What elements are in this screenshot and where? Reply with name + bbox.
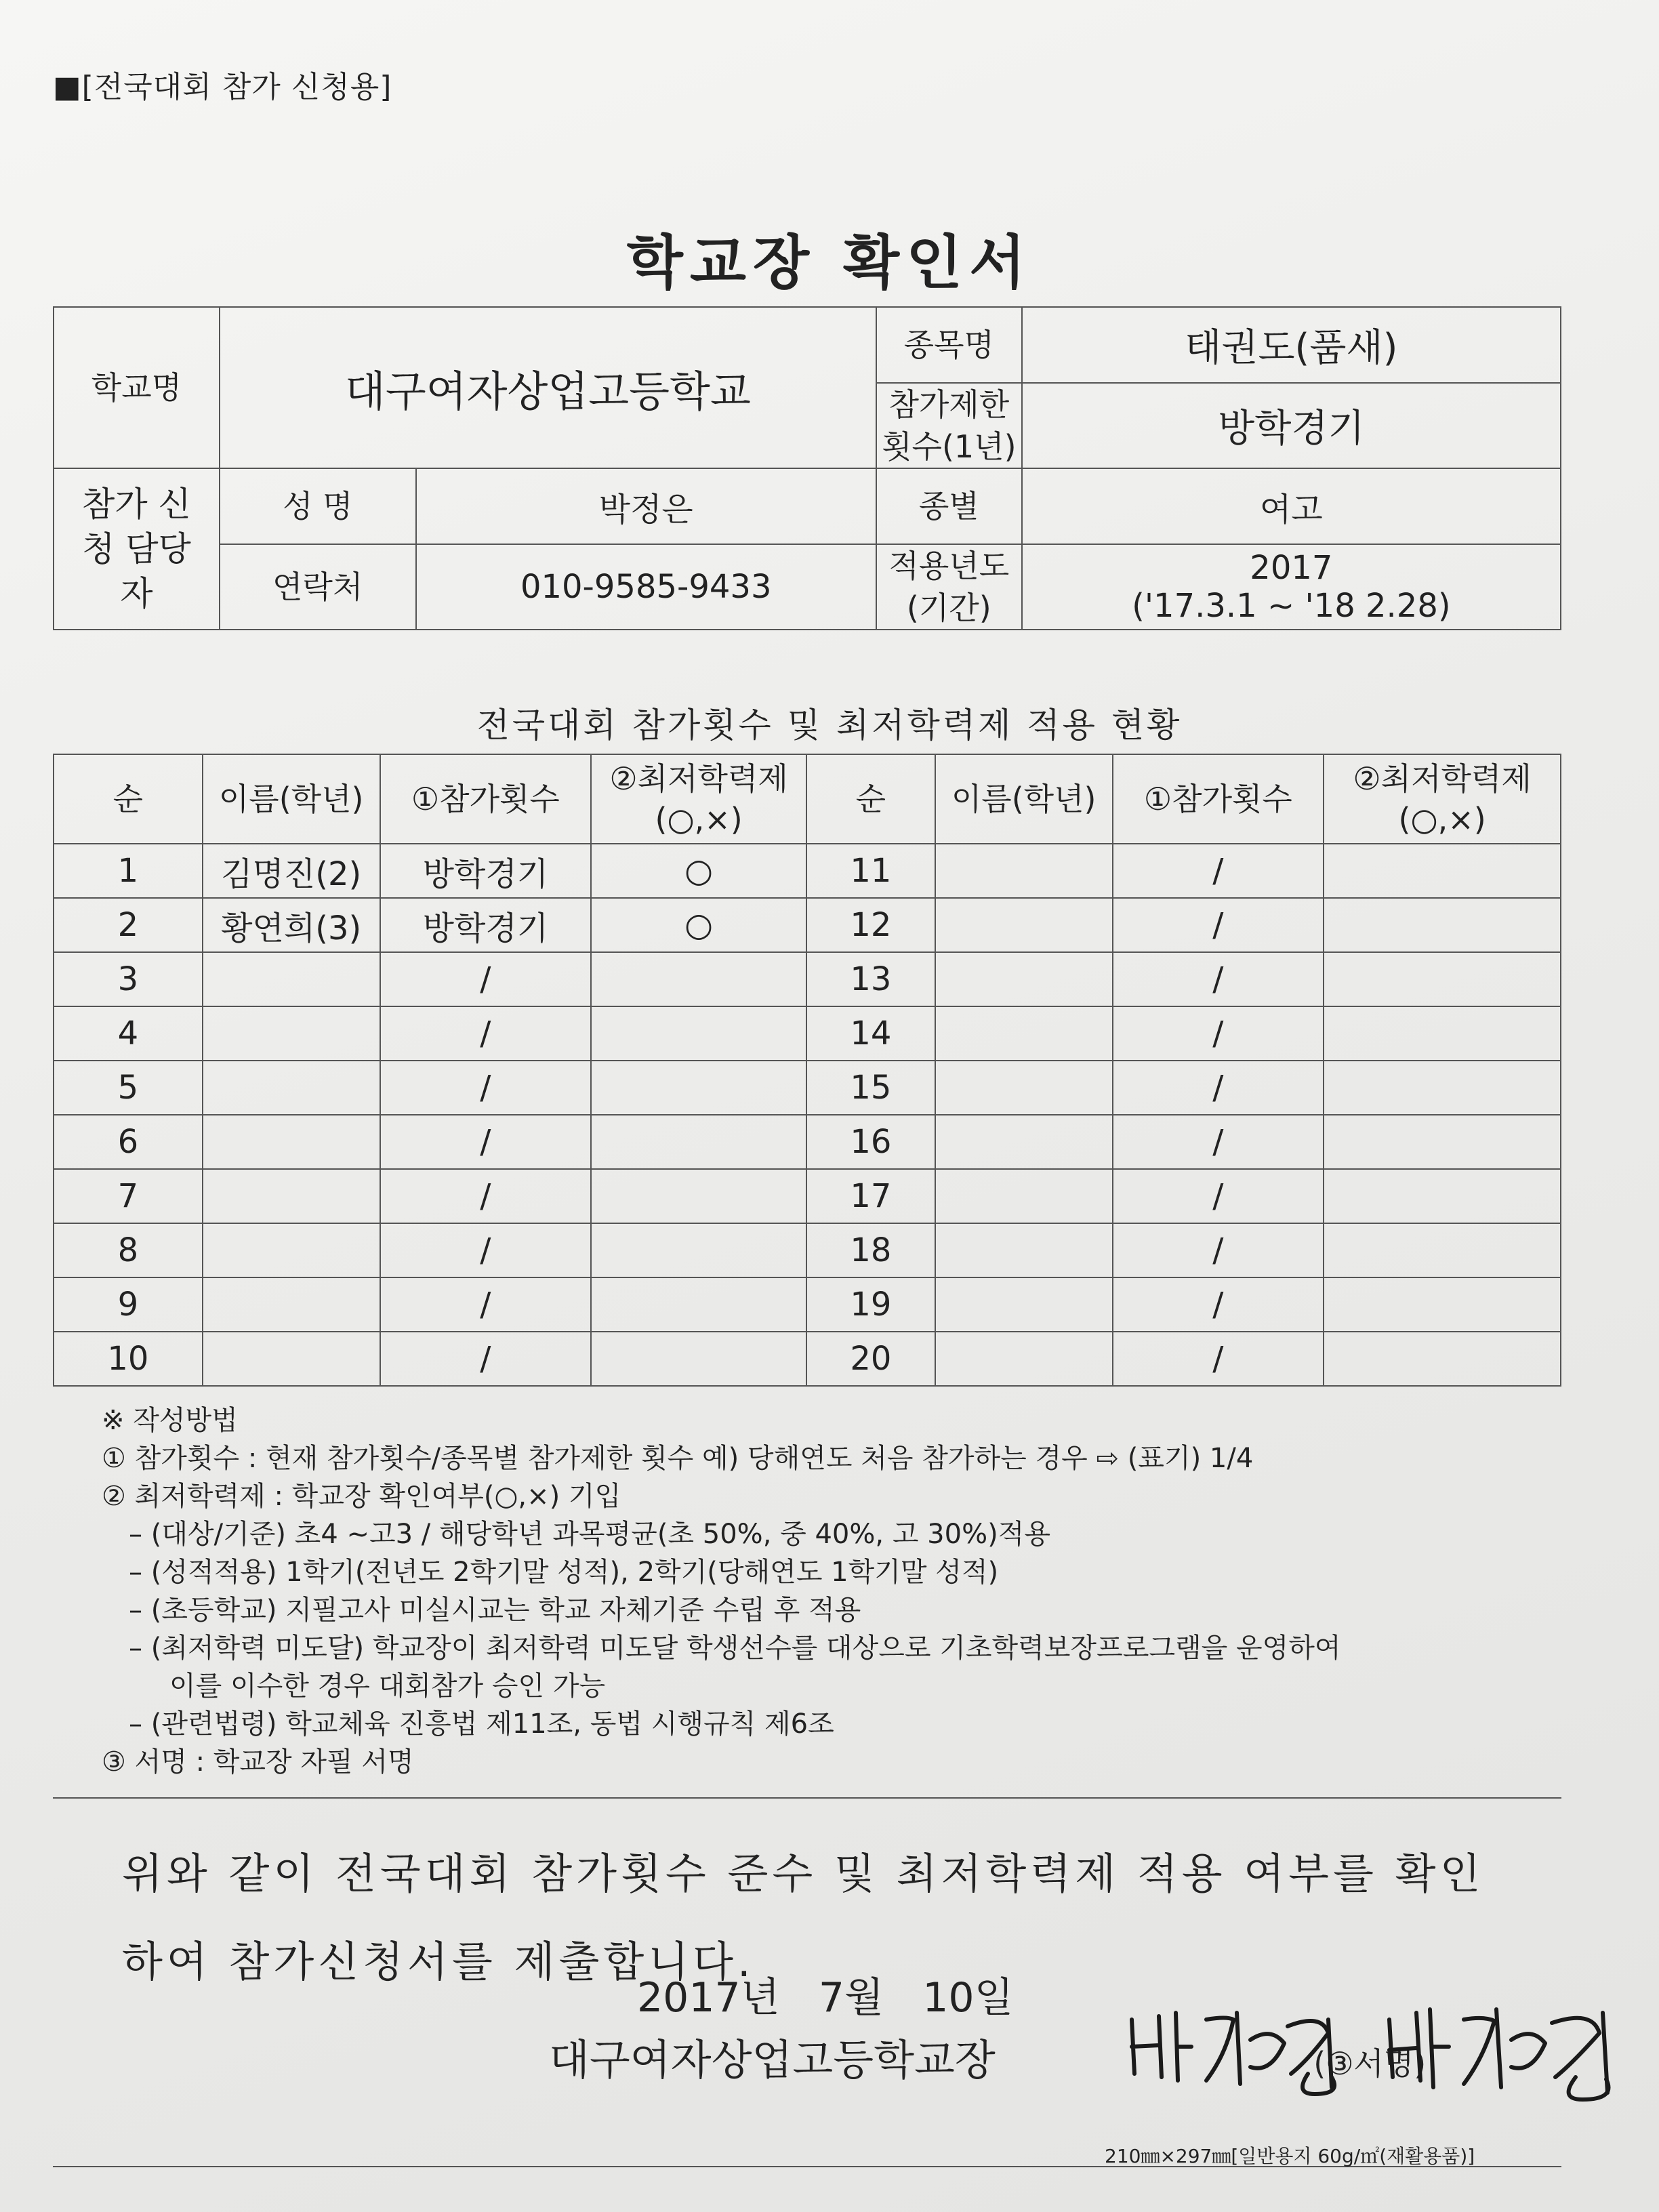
participation-count: 방학경기 <box>380 844 592 898</box>
row-no: 15 <box>806 1061 935 1115</box>
table-row <box>54 1277 1561 1332</box>
min-academic <box>591 1169 806 1223</box>
participation-count: / <box>1113 952 1324 1006</box>
row-no: 13 <box>806 952 935 1006</box>
student-name <box>203 1169 380 1223</box>
participation-count: / <box>1113 1169 1324 1223</box>
min-academic <box>1324 1223 1561 1277</box>
participation-count: / <box>1113 1277 1324 1332</box>
participation-count: / <box>380 1061 592 1115</box>
year-value: 2017 <box>1250 549 1333 587</box>
note-sub-4b: 이를 이수한 경우 대회참가 승인 가능 <box>169 1671 606 1702</box>
event-label: 종목명 <box>876 307 1022 383</box>
name-label: 성 명 <box>220 468 416 544</box>
participation-count: / <box>380 1006 592 1061</box>
category-label: 종별 <box>876 468 1022 544</box>
row-no: 9 <box>54 1277 203 1332</box>
row-no: 12 <box>806 898 935 952</box>
confirmation-statement: 위와 같이 전국대회 참가횟수 준수 및 최저학력제 적용 여부를 확인하여 참가신청서를 제출합니다. <box>122 1849 1485 1986</box>
form-tag: ■[전국대회 참가 신청용] <box>53 70 392 104</box>
limit-value: 방학경기 <box>1022 383 1561 468</box>
table-row <box>54 952 1561 1006</box>
student-name: 김명진(2) <box>203 844 380 898</box>
table-row <box>54 1006 1561 1061</box>
limit-label: 참가제한 횟수(1년) <box>876 383 1022 468</box>
participation-count: 방학경기 <box>380 898 592 952</box>
school-value: 대구여자상업고등학교 <box>220 307 876 468</box>
row-no: 17 <box>806 1169 935 1223</box>
min-academic <box>591 1277 806 1332</box>
min-academic <box>1324 1006 1561 1061</box>
min-academic <box>1324 898 1561 952</box>
min-academic: ○ <box>591 844 806 898</box>
status-table-body <box>54 754 1561 1386</box>
student-name <box>935 952 1113 1006</box>
col-header-name: 이름(학년) <box>203 754 380 844</box>
participation-count: / <box>1113 1006 1324 1061</box>
participation-count: / <box>380 952 592 1006</box>
student-name <box>935 1115 1113 1169</box>
page-title: 학교장 확인서 <box>626 229 1033 297</box>
row-no: 1 <box>54 844 203 898</box>
participation-count: / <box>380 1277 592 1332</box>
table-row <box>54 1223 1561 1277</box>
min-academic <box>591 1061 806 1115</box>
col-header-name: 이름(학년) <box>935 754 1113 844</box>
divider <box>53 1797 1561 1799</box>
min-academic <box>1324 844 1561 898</box>
student-name <box>935 1223 1113 1277</box>
year-cell <box>1022 544 1561 630</box>
col-header-count: ①참가횟수 <box>1113 754 1324 844</box>
student-name <box>203 1115 380 1169</box>
student-name <box>203 952 380 1006</box>
table-row <box>54 1061 1561 1115</box>
table-row <box>54 1332 1561 1386</box>
applicant-label: 참가 신청 담당자 <box>54 468 220 630</box>
row-no: 19 <box>806 1277 935 1332</box>
min-academic <box>591 952 806 1006</box>
participation-count: / <box>1113 898 1324 952</box>
student-name <box>935 1332 1113 1386</box>
note-item-2: ② 최저학력제 : 학교장 확인여부(○,×) 기입 <box>102 1481 621 1512</box>
participation-count: / <box>380 1223 592 1277</box>
student-name <box>935 1277 1113 1332</box>
col-header-min: ②최저학력제 (○,×) <box>591 754 806 844</box>
row-no: 18 <box>806 1223 935 1277</box>
row-no: 2 <box>54 898 203 952</box>
participation-count: / <box>380 1332 592 1386</box>
category-value: 여고 <box>1022 468 1561 544</box>
principal-title: 대구여자상업고등학교장 <box>549 2035 996 2085</box>
name-value: 박정은 <box>416 468 876 544</box>
student-name: 황연희(3) <box>203 898 380 952</box>
row-no: 20 <box>806 1332 935 1386</box>
status-table <box>53 754 1561 1387</box>
contact-value: 010-9585-9433 <box>416 544 876 630</box>
period-value: ('17.3.1 ~ '18 2.28) <box>1132 587 1451 625</box>
participation-count: / <box>380 1169 592 1223</box>
col-header-count: ①참가횟수 <box>380 754 592 844</box>
min-academic <box>1324 1115 1561 1169</box>
student-name <box>203 1332 380 1386</box>
issue-date: 2017년 7월 10일 <box>637 1974 1014 2022</box>
table-row <box>54 898 1561 952</box>
student-name <box>203 1223 380 1277</box>
paper-spec: 210㎜×297㎜[일반용지 60g/㎡(재활용품)] <box>1105 2145 1475 2167</box>
contact-label: 연락처 <box>220 544 416 630</box>
participation-count: / <box>1113 1223 1324 1277</box>
student-name <box>935 1006 1113 1061</box>
instructions <box>102 1401 1552 1781</box>
note-sub-3: – (초등학교) 지필고사 미실시교는 학교 자체기준 수립 후 적용 <box>129 1595 861 1626</box>
row-no: 7 <box>54 1169 203 1223</box>
row-no: 16 <box>806 1115 935 1169</box>
student-name <box>203 1061 380 1115</box>
notes-heading: ※ 작성방법 <box>102 1405 238 1436</box>
event-value: 태권도(품새) <box>1022 307 1561 383</box>
student-name <box>203 1006 380 1061</box>
row-no: 4 <box>54 1006 203 1061</box>
signature-mark: (③서명) <box>1313 2045 1427 2082</box>
min-academic: ○ <box>591 898 806 952</box>
row-no: 3 <box>54 952 203 1006</box>
note-sub-2: – (성적적용) 1학기(전년도 2학기말 성적), 2학기(당해연도 1학기말 성적) <box>129 1557 999 1588</box>
row-no: 5 <box>54 1061 203 1115</box>
min-academic <box>591 1006 806 1061</box>
student-name <box>935 898 1113 952</box>
col-header-no: 순 <box>806 754 935 844</box>
min-academic <box>1324 1277 1561 1332</box>
note-sub-1: – (대상/기준) 초4 ~고3 / 해당학년 과목평균(초 50%, 중 40%, 고 30%)적용 <box>129 1519 1050 1550</box>
min-academic <box>591 1115 806 1169</box>
student-name <box>935 844 1113 898</box>
table-row <box>54 844 1561 898</box>
min-academic <box>591 1332 806 1386</box>
year-label: 적용년도 (기간) <box>876 544 1022 630</box>
note-item-3: ③ 서명 : 학교장 자필 서명 <box>102 1746 414 1778</box>
participation-count: / <box>1113 1332 1324 1386</box>
school-label: 학교명 <box>54 307 220 468</box>
row-no: 14 <box>806 1006 935 1061</box>
row-no: 8 <box>54 1223 203 1277</box>
min-academic <box>1324 1332 1561 1386</box>
row-no: 10 <box>54 1332 203 1386</box>
row-no: 11 <box>806 844 935 898</box>
student-name <box>203 1277 380 1332</box>
col-header-min: ②최저학력제 (○,×) <box>1324 754 1561 844</box>
min-academic <box>1324 1061 1561 1115</box>
participation-count: / <box>1113 1061 1324 1115</box>
note-sub-5: – (관련법령) 학교체육 진흥법 제11조, 동법 시행규칙 제6조 <box>129 1708 834 1740</box>
note-sub-4: – (최저학력 미도달) 학교장이 최저학력 미도달 학생선수를 대상으로 기초학력보장프로그램을 운영하여 <box>129 1633 1341 1664</box>
student-name <box>935 1169 1113 1223</box>
status-table-title: 전국대회 참가횟수 및 최저학력제 적용 현황 <box>476 705 1183 745</box>
table-row <box>54 1169 1561 1223</box>
row-no: 6 <box>54 1115 203 1169</box>
info-table <box>53 306 1561 630</box>
participation-count: / <box>1113 1115 1324 1169</box>
min-academic <box>1324 1169 1561 1223</box>
table-header-row <box>54 754 1561 844</box>
participation-count: / <box>1113 844 1324 898</box>
min-academic <box>1324 952 1561 1006</box>
student-name <box>935 1061 1113 1115</box>
principal-signature <box>1125 1992 1654 2108</box>
col-header-no: 순 <box>54 754 203 844</box>
note-item-1: ① 참가횟수 : 현재 참가횟수/종목별 참가제한 횟수 예) 당해연도 처음 참가하는 경우 ⇨ (표기) 1/4 <box>102 1443 1254 1474</box>
table-row <box>54 1115 1561 1169</box>
min-academic <box>591 1223 806 1277</box>
participation-count: / <box>380 1115 592 1169</box>
